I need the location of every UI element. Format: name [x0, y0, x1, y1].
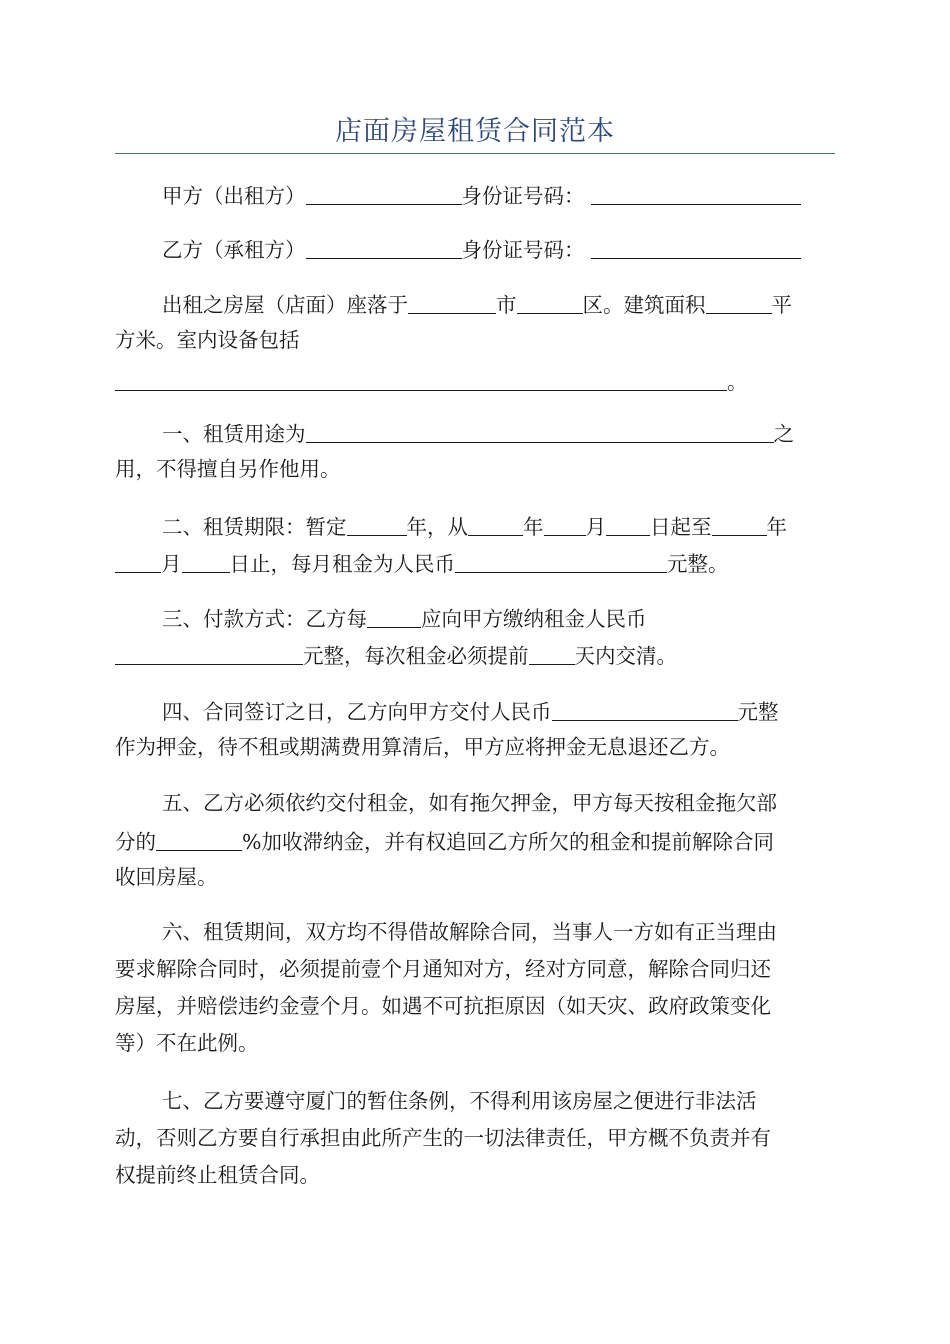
clause-2-text-8: 日止，每月租金为人民币: [229, 552, 455, 576]
clause-3-text-4: 天内交清。: [574, 644, 677, 668]
premises-text-1: 出租之房屋（店面）座落于: [162, 293, 408, 317]
party-b-label: 乙方（承租方）: [162, 238, 306, 262]
clause-5: [115, 785, 835, 896]
equipment-blank[interactable]: [115, 364, 727, 391]
page-title: 店面房屋租赁合同范本: [335, 116, 615, 147]
payment-days-blank[interactable]: [529, 638, 575, 665]
party-b-name-blank[interactable]: [306, 232, 462, 259]
clause-7-line-1: 七、乙方要遵守厦门的暂住条例，不得利用该房屋之便进行非法活: [162, 1089, 757, 1113]
end-month-blank[interactable]: [115, 546, 161, 573]
clause-2-text-2: 年，从: [406, 515, 468, 539]
clause-2-text-1: 二、租赁期限：暂定: [162, 515, 347, 539]
clause-6-line-2: 要求解除合同时，必须提前壹个月通知对方，经对方同意，解除合同归还: [115, 957, 771, 981]
premises-text-3: 区。建筑面积: [582, 293, 706, 317]
area-blank[interactable]: [706, 287, 772, 314]
clause-1-text-3: 用，不得擅自另作他用。: [115, 457, 341, 481]
premises-text-2: 市: [496, 293, 517, 317]
clause-2: [115, 507, 835, 581]
party-b-id-label: 身份证号码：: [461, 238, 585, 262]
clause-6: [115, 914, 835, 1062]
party-a-id-label: 身份证号码：: [461, 184, 585, 208]
clause-1-text-1: 一、租赁用途为: [162, 422, 306, 446]
clause-3-text-2: 应向甲方缴纳租金人民币: [421, 607, 647, 631]
payment-period-blank[interactable]: [367, 601, 421, 628]
end-year-blank[interactable]: [712, 509, 767, 536]
clause-3-text-3: 元整，每次租金必须提前: [303, 644, 529, 668]
payment-amount-blank[interactable]: [115, 638, 303, 665]
clause-5-line-2b: %加收滞纳金，并有权追回乙方所欠的租金和提前解除合同: [242, 830, 774, 854]
premises-paragraph: [115, 285, 835, 399]
clause-7: [115, 1083, 835, 1194]
party-a-name-blank[interactable]: [306, 178, 462, 205]
term-years-blank[interactable]: [347, 509, 407, 536]
clause-2-text-5: 日起至: [650, 515, 712, 539]
clause-4-text-2: 元整: [737, 700, 779, 724]
clause-7-line-3: 权提前终止租赁合同。: [115, 1163, 320, 1187]
end-day-blank[interactable]: [182, 546, 230, 573]
clause-6-line-3: 房屋，并赔偿违约金壹个月。如遇不可抗拒原因（如天灾、政府政策变化: [115, 994, 771, 1018]
clause-5-line-2a: 分的: [115, 830, 156, 854]
party-a-id-blank[interactable]: [591, 178, 801, 205]
clause-2-text-4: 月: [585, 515, 606, 539]
party-b-line: [115, 230, 835, 267]
premises-text-6: 。: [727, 370, 748, 394]
clause-6-line-1: 六、租赁期间，双方均不得借故解除合同，当事人一方如有正当理由: [162, 920, 777, 944]
start-month-blank[interactable]: [544, 509, 586, 536]
clause-1: [115, 414, 835, 488]
title-underline: [115, 153, 835, 154]
party-a-line: [115, 176, 835, 213]
clause-3: [115, 599, 835, 673]
city-blank[interactable]: [408, 287, 496, 314]
premises-text-4: 平: [771, 293, 792, 317]
premises-text-5: 方米。室内设备包括: [115, 328, 300, 352]
clause-2-text-9: 元整。: [667, 552, 729, 576]
clause-2-text-3: 年: [523, 515, 544, 539]
start-day-blank[interactable]: [606, 509, 650, 536]
usage-blank[interactable]: [306, 416, 774, 443]
party-a-label: 甲方（出租方）: [162, 184, 306, 208]
clause-2-text-7: 月: [161, 552, 182, 576]
clause-4: [115, 692, 835, 766]
clause-2-text-6: 年: [766, 515, 787, 539]
deposit-blank[interactable]: [552, 694, 738, 721]
start-year-blank[interactable]: [468, 509, 523, 536]
clause-6-line-4: 等）不在此例。: [115, 1031, 259, 1055]
clause-1-text-2: 之: [773, 422, 794, 446]
clause-7-line-2: 动，否则乙方要自行承担由此所产生的一切法律责任，甲方概不负责并有: [115, 1126, 771, 1150]
district-blank[interactable]: [517, 287, 583, 314]
clause-4-text-1: 四、合同签订之日，乙方向甲方交付人民币: [162, 700, 552, 724]
clause-3-text-1: 三、付款方式：乙方每: [162, 607, 367, 631]
party-b-id-blank[interactable]: [591, 232, 801, 259]
clause-5-line-3: 收回房屋。: [115, 865, 218, 889]
late-fee-percent-blank[interactable]: [156, 824, 242, 851]
clause-5-line-1: 五、乙方必须依约交付租金，如有拖欠押金，甲方每天按租金拖欠部: [162, 791, 777, 815]
monthly-rent-blank[interactable]: [455, 546, 667, 573]
clause-4-text-3: 作为押金，待不租或期满费用算清后，甲方应将押金无息退还乙方。: [115, 735, 730, 759]
